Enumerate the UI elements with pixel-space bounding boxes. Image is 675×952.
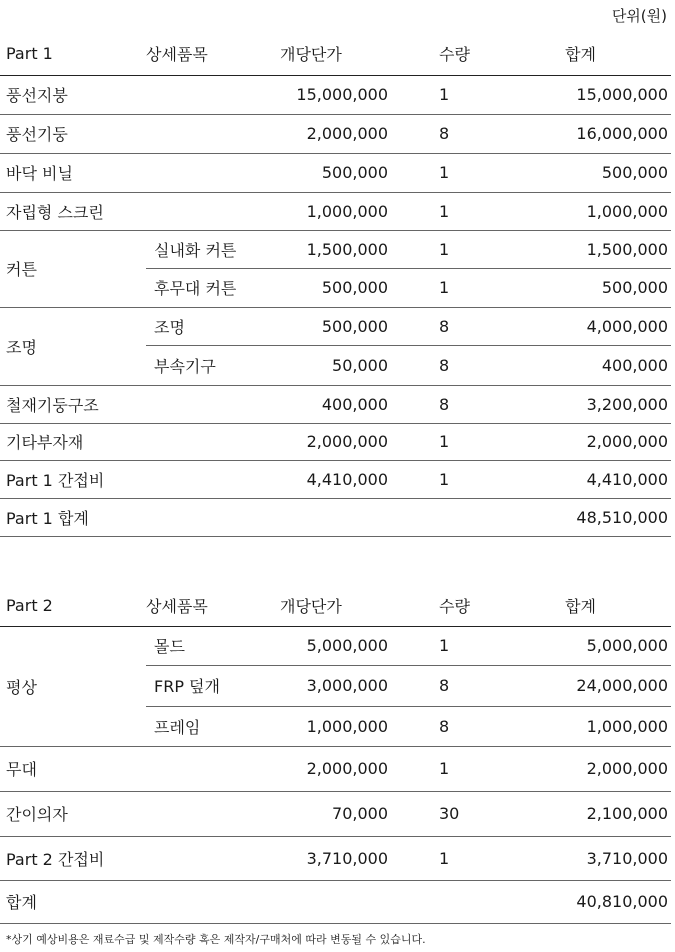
item-detail: 부속기구 xyxy=(154,356,216,376)
unit-price: 3,710,000 xyxy=(306,848,388,868)
table-header-row xyxy=(0,33,671,75)
row-total: 15,000,000 xyxy=(576,85,668,104)
item-name: 철재기둥구조 xyxy=(6,395,99,415)
part2-cost-table xyxy=(0,585,671,924)
item-detail xyxy=(146,746,270,791)
item-name: 풍선지붕 xyxy=(6,86,68,105)
item-name: 자립형 스크린 xyxy=(6,202,104,222)
unit-price: 4,410,000 xyxy=(306,469,388,489)
table-row xyxy=(0,385,671,423)
unit-price: 1,500,000 xyxy=(270,230,392,268)
row-total: 3,710,000 xyxy=(586,848,668,868)
quantity: 1 xyxy=(439,469,450,489)
header-qty: 수량 xyxy=(439,596,470,616)
quantity: 1 xyxy=(392,626,488,665)
sum-label: 합계 xyxy=(6,893,37,912)
quantity: 8 xyxy=(439,355,450,375)
unit-price: 500,000 xyxy=(321,278,388,297)
row-total: 4,410,000 xyxy=(586,469,668,489)
table-sum-row xyxy=(0,880,671,923)
item-name: 커튼 xyxy=(0,230,146,307)
header-total: 합계 xyxy=(565,45,596,65)
table-row xyxy=(0,75,671,114)
unit-label: 단위(원) xyxy=(611,7,667,25)
header-price: 개당단가 xyxy=(280,596,342,616)
quantity: 8 xyxy=(392,307,488,345)
unit-price: 15,000,000 xyxy=(296,85,388,104)
row-total: 2,100,000 xyxy=(586,804,668,823)
footnote: *상기 예상비용은 재료수급 및 제작수량 혹은 제작자/구매처에 따라 변동될 수 있습니다. xyxy=(6,933,426,946)
item-name: 간이의자 xyxy=(6,805,68,824)
header-detail: 상세품목 xyxy=(146,45,208,65)
header-detail: 상세품목 xyxy=(146,596,208,616)
table-row xyxy=(0,230,671,268)
item-detail xyxy=(146,153,270,192)
header-part: Part 2 xyxy=(6,595,53,615)
item-detail xyxy=(146,423,270,460)
table-row xyxy=(0,460,671,498)
row-total: 3,200,000 xyxy=(586,394,668,414)
quantity: 1 xyxy=(439,278,450,297)
item-detail xyxy=(146,836,270,880)
item-detail xyxy=(146,114,270,153)
quantity: 1 xyxy=(439,759,450,778)
table-row xyxy=(0,626,671,665)
item-name: 무대 xyxy=(6,760,37,779)
unit-price: 400,000 xyxy=(321,394,388,414)
item-name: 바닥 비닐 xyxy=(6,164,73,183)
quantity: 1 xyxy=(439,201,450,221)
item-detail xyxy=(146,75,270,114)
quantity: 8 xyxy=(439,716,450,736)
unit-price: 2,000,000 xyxy=(306,759,388,778)
item-detail: 몰드 xyxy=(146,626,270,665)
item-detail xyxy=(146,385,270,423)
table-header-row xyxy=(0,585,671,626)
table-row xyxy=(0,153,671,192)
item-name: 조명 xyxy=(0,307,146,385)
item-detail: 실내화 커튼 xyxy=(146,230,270,268)
quantity: 8 xyxy=(392,665,488,706)
unit-price: 70,000 xyxy=(332,804,388,823)
unit-price: 500,000 xyxy=(321,163,388,182)
item-detail xyxy=(146,791,270,836)
row-total: 1,000,000 xyxy=(586,201,668,221)
table-row xyxy=(0,114,671,153)
header-qty: 수량 xyxy=(439,45,470,65)
unit-price: 500,000 xyxy=(270,307,392,345)
item-detail xyxy=(146,460,270,498)
unit-price: 2,000,000 xyxy=(306,124,388,143)
table-row xyxy=(0,423,671,460)
row-total: 1,500,000 xyxy=(488,230,671,268)
quantity: 30 xyxy=(439,804,460,823)
table-sum-row xyxy=(0,498,671,536)
row-total: 24,000,000 xyxy=(488,665,671,706)
item-name: 풍선기둥 xyxy=(6,125,68,144)
row-total: 16,000,000 xyxy=(576,124,668,143)
header-total: 합계 xyxy=(565,596,596,616)
item-detail: 후무대 커튼 xyxy=(154,279,237,298)
row-total: 500,000 xyxy=(601,278,668,297)
header-part: Part 1 xyxy=(6,44,53,64)
quantity: 8 xyxy=(439,124,450,143)
sum-value: 48,510,000 xyxy=(576,507,668,527)
table-row xyxy=(0,192,671,230)
row-total: 2,000,000 xyxy=(586,432,668,451)
unit-price: 2,000,000 xyxy=(306,432,388,451)
quantity: 1 xyxy=(439,163,450,182)
item-name: 평상 xyxy=(0,626,146,746)
quantity: 1 xyxy=(439,848,450,868)
unit-price: 50,000 xyxy=(332,355,388,375)
item-name: Part 1 간접비 xyxy=(6,470,105,490)
item-detail xyxy=(146,192,270,230)
unit-price: 1,000,000 xyxy=(306,716,388,736)
row-total: 400,000 xyxy=(601,355,668,375)
item-detail: FRP 덮개 xyxy=(146,665,270,706)
sum-value: 40,810,000 xyxy=(576,892,668,911)
row-total: 2,000,000 xyxy=(586,759,668,778)
header-price: 개당단가 xyxy=(280,45,342,65)
sum-label: Part 1 합계 xyxy=(6,508,89,528)
row-total: 500,000 xyxy=(601,163,668,182)
quantity: 1 xyxy=(392,230,488,268)
item-detail: 프레임 xyxy=(154,717,201,737)
row-total: 1,000,000 xyxy=(586,716,668,736)
quantity: 8 xyxy=(439,394,450,414)
item-name: 기타부자재 xyxy=(6,433,84,452)
unit-price: 5,000,000 xyxy=(270,626,392,665)
item-detail: 조명 xyxy=(146,307,270,345)
unit-price: 1,000,000 xyxy=(306,201,388,221)
table-row xyxy=(0,836,671,880)
unit-price: 3,000,000 xyxy=(270,665,392,706)
part1-cost-table xyxy=(0,33,671,537)
table-row xyxy=(0,746,671,791)
row-total: 5,000,000 xyxy=(488,626,671,665)
table-row xyxy=(0,791,671,836)
quantity: 1 xyxy=(439,432,450,451)
item-name: Part 2 간접비 xyxy=(6,849,105,869)
table-row xyxy=(0,307,671,345)
row-total: 4,000,000 xyxy=(488,307,671,345)
quantity: 1 xyxy=(439,85,450,104)
